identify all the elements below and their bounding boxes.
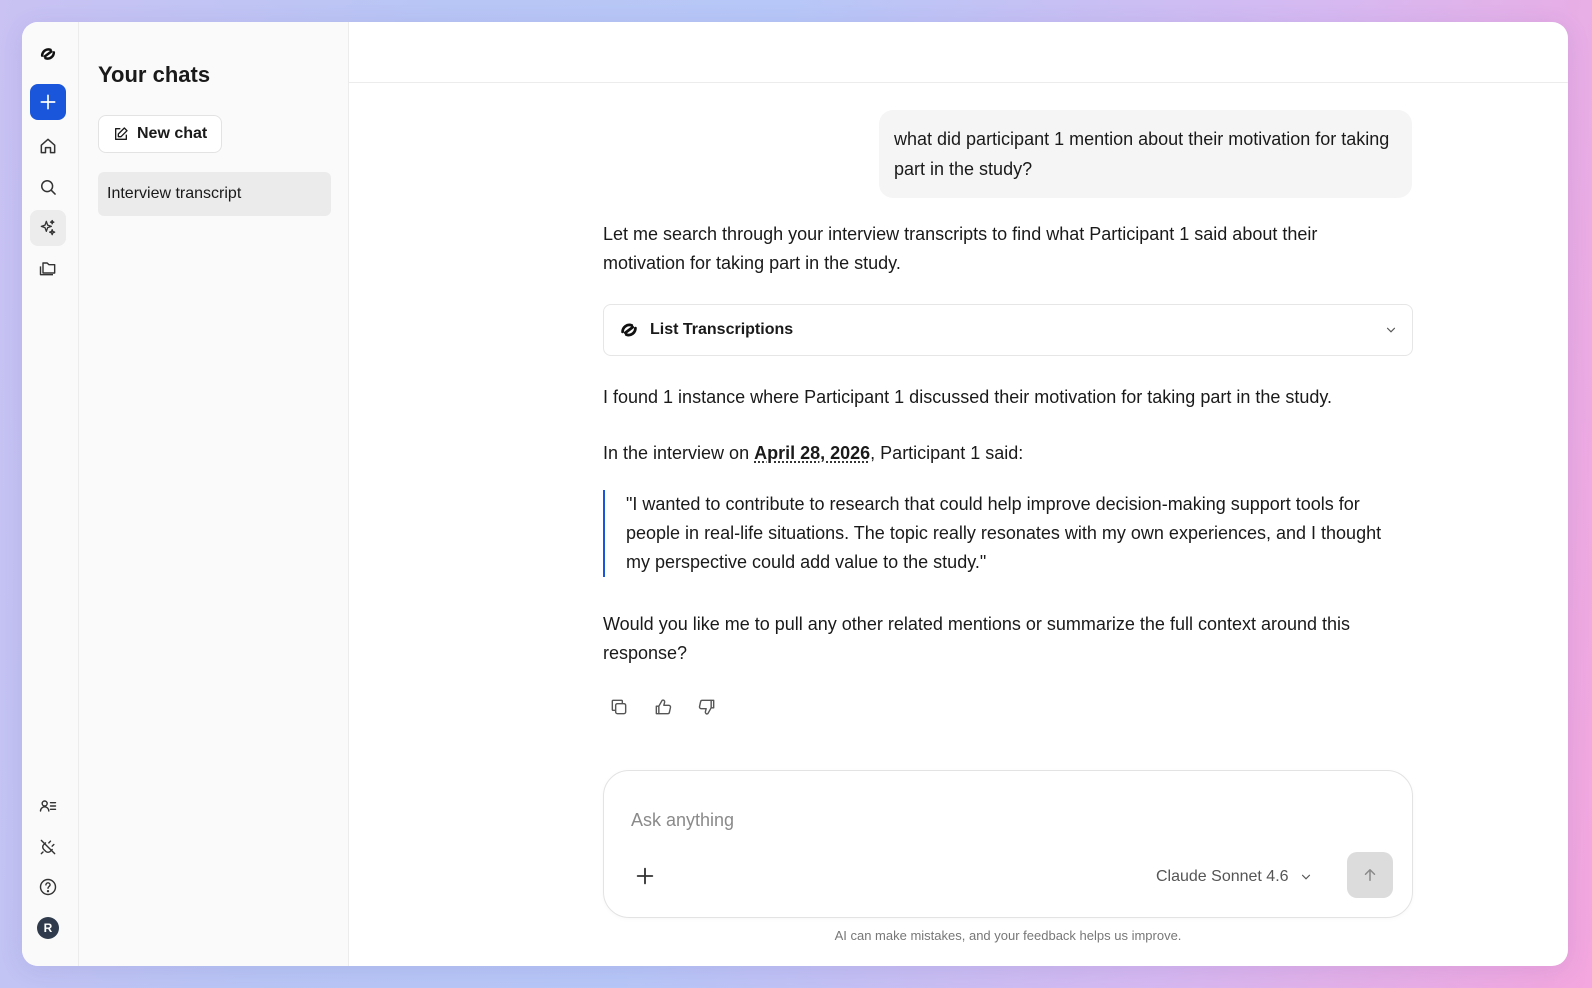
chevron-down-icon: [1299, 870, 1313, 884]
top-bar: [349, 22, 1568, 83]
chat-item-label: Interview transcript: [107, 185, 242, 202]
model-selector[interactable]: [1156, 865, 1313, 889]
new-chat-button[interactable]: [98, 115, 222, 153]
follow-up-text: Would you like me to pull any other related mentions or summarize the full context around this response?: [603, 614, 1351, 663]
thumbs-up-icon: [653, 697, 673, 717]
model-label: Claude Sonnet 4.6: [1156, 868, 1289, 885]
participant-quote: "I wanted to contribute to research that could help improve decision-making support tools for people in real-life situations. The topic really resonates with my own experiences, and I thought my perspective could add value to the study.": [603, 490, 1403, 577]
new-chat-label: New chat: [137, 125, 208, 142]
contacts-list-icon[interactable]: [30, 788, 66, 824]
interview-date-link[interactable]: April 28, 2026: [754, 443, 871, 463]
thumbs-down-icon: [697, 697, 717, 717]
assistant-intro-text: Let me search through your interview transcripts to find what Participant 1 said about their motivation for taking part in the study.: [603, 224, 1318, 273]
brand-logo-icon: [618, 319, 640, 341]
chat-list-title: Your chats: [98, 62, 211, 87]
ai-disclaimer: AI can make mistakes, and your feedback helps us improve.: [834, 928, 1182, 943]
folders-icon[interactable]: [30, 250, 66, 286]
chat-list-panel: [79, 22, 349, 966]
help-icon[interactable]: [30, 869, 66, 905]
user-avatar[interactable]: R: [37, 917, 59, 939]
finding-text: I found 1 instance where Participant 1 discussed their motivation for taking part in the study.: [603, 387, 1333, 407]
arrow-up-icon: [1361, 866, 1379, 884]
sparkle-ai-icon[interactable]: [30, 210, 66, 246]
tool-call-card[interactable]: [603, 304, 1413, 356]
send-button[interactable]: [1347, 852, 1393, 898]
copy-button[interactable]: [607, 695, 631, 719]
message-composer: [603, 770, 1413, 918]
thumbs-down-button[interactable]: [695, 695, 719, 719]
message-actions: [607, 695, 719, 719]
integrations-plug-icon[interactable]: [30, 829, 66, 865]
conversation-panel: [349, 22, 1568, 966]
ask-input[interactable]: [631, 805, 1331, 835]
interview-reference: [603, 439, 1403, 468]
home-icon[interactable]: [30, 128, 66, 164]
edit-icon: [113, 126, 129, 142]
interview-prefix: In the interview on: [603, 443, 755, 463]
user-message-bubble: what did participant 1 mention about their motivation for taking part in the study?: [879, 110, 1412, 198]
app-window: [22, 22, 1568, 966]
tool-call-label: List Transcriptions: [650, 321, 794, 338]
interview-suffix: , Participant 1 said:: [870, 443, 1024, 463]
new-item-button[interactable]: [30, 84, 66, 120]
search-icon[interactable]: [30, 169, 66, 205]
brand-logo-icon[interactable]: [30, 36, 66, 72]
copy-icon: [609, 697, 629, 717]
chevron-down-icon: [1384, 323, 1398, 337]
attach-plus-icon[interactable]: [634, 865, 656, 887]
thumbs-up-button[interactable]: [651, 695, 675, 719]
chat-item-interview-transcript[interactable]: [98, 172, 331, 216]
icon-rail: [22, 22, 79, 966]
